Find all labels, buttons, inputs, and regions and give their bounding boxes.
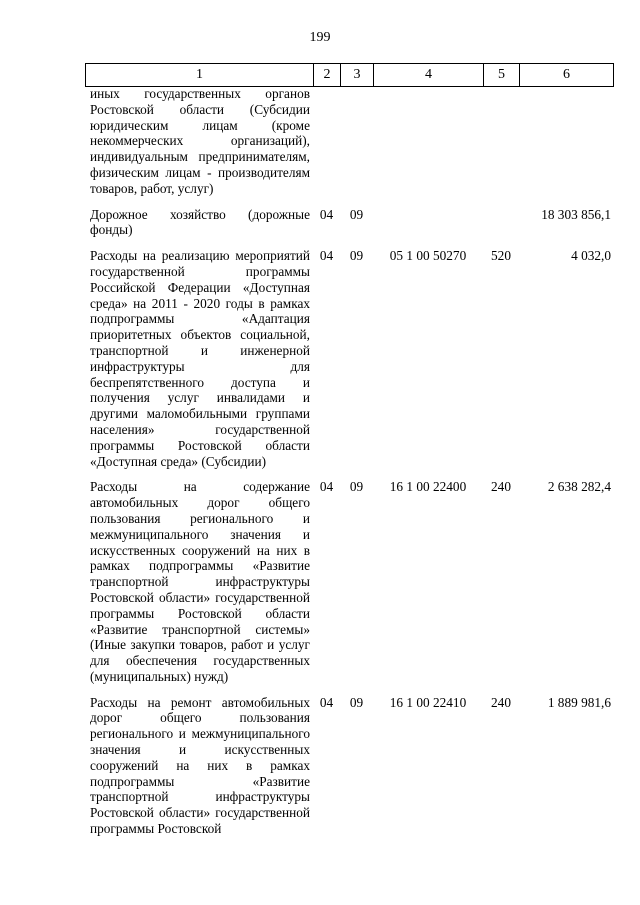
row-section: 04 [319,206,334,222]
table-row [85,86,613,207]
row-description: Дорожное хозяйство (дорожные фонды) [90,206,310,238]
row-expense-type: 240 [491,479,511,495]
row-target-code: 05 1 00 50270 [389,248,467,264]
row-target-code: 16 1 00 22400 [389,479,467,495]
row-subsection: 09 [349,248,364,264]
row-amount: 18 303 856,1 [541,206,611,222]
row-target-code [373,86,483,207]
table-row [85,248,613,479]
column-header-table [85,63,614,87]
row-amount: 4 032,0 [571,248,611,264]
row-description: иных государственных органов Ростовской области (Субсидии юридическим лицам (кроме некоммерческих организаций), индивидуальным предпринимателям, физическим лицам - производителям товаров, работ, услуг) [90,86,310,196]
column-header-6: 6 [520,64,614,87]
table-row [85,695,613,837]
column-header-row [86,64,614,87]
row-amount: 2 638 282,4 [547,479,611,495]
row-expense-type: 520 [491,248,511,264]
table-row [85,207,613,249]
row-amount: 1 889 981,6 [547,694,611,710]
column-header-3: 3 [341,64,374,87]
row-subsection: 09 [349,206,364,222]
page-number: 199 [309,30,331,45]
column-header-1: 1 [86,64,314,87]
row-description: Расходы на реализацию мероприятий государственной программы Российской Федерации «Доступная среда» на 2011 - 2020 годы в рамках подпрограммы «Адаптация приоритетных объектов социальной, транспортной и инженерной инфраструктуры для беспрепятственного доступа и получения услуг инвалидами и другими маломобильными группами населения» государственной программы Ростовской области «Доступная среда» (Субсидии) [90,248,310,469]
row-description: Расходы на ремонт автомобильных дорог общего пользования регионального и межмуниципального значения и искусственных сооружений на них в рамках подпрограммы «Развитие транспортной инфраструктуры Ростовской области» государственной программы Ростовской [90,694,310,837]
column-header-2: 2 [314,64,341,87]
row-section: 04 [319,479,334,495]
row-section [313,86,340,207]
row-subsection [340,86,373,207]
row-section: 04 [319,694,334,710]
row-subsection: 09 [349,479,364,495]
table-row [85,479,613,694]
column-header-5: 5 [484,64,520,87]
row-expense-type [483,86,519,207]
row-description: Расходы на содержание автомобильных дорог общего пользования регионального и межмуниципального значения и искусственных сооружений на них в рамках подпрограммы «Развитие транспортной инфраструктуры Ростовской области» государственной программы Ростовской области «Развитие транспортной системы» (Иные закупки товаров, работ и услуг для обеспечения государственных (муниципальных) нужд) [90,479,310,684]
budget-table [85,86,613,837]
row-amount [519,86,613,207]
row-section: 04 [319,248,334,264]
row-subsection: 09 [349,694,364,710]
column-header-4: 4 [374,64,484,87]
row-expense-type: 240 [491,694,511,710]
row-expense-type [483,207,519,249]
row-target-code [373,207,483,249]
row-target-code: 16 1 00 22410 [389,694,467,710]
